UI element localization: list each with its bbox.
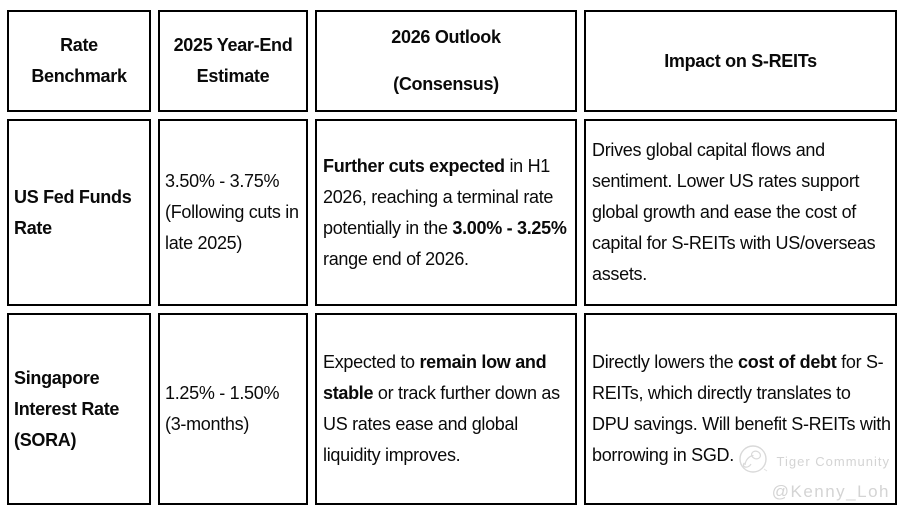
cell-impact-sora: Directly lowers the cost of debt for S-REITs, which directly translates to DPU savings. Will benefit S-REITs with borrowing in SGD. <box>584 313 897 505</box>
cell-estimate-sora: 1.25% - 1.50% (3-months) <box>158 313 308 505</box>
header-cell-impact-sreits <box>584 10 897 112</box>
header-line: Rate <box>60 35 98 55</box>
header-line: Benchmark <box>31 66 127 86</box>
header-cell-2026-outlook <box>315 10 577 112</box>
watermark-brand-row <box>737 444 890 479</box>
header-line: Estimate <box>196 66 270 86</box>
header-line: 2025 Year-End <box>173 35 293 55</box>
cell-outlook-sora: Expected to remain low and stable or track further down as US rates ease and global liquidity improves. <box>315 313 577 505</box>
cell-estimate-us-fed: 3.50% - 3.75% (Following cuts in late 2025) <box>158 119 308 306</box>
watermark <box>737 444 890 502</box>
cell-outlook-us-fed: Further cuts expected in H1 2026, reaching a terminal rate potentially in the 3.00% - 3.25% range end of 2026. <box>315 119 577 306</box>
header-cell-rate-benchmark <box>7 10 151 112</box>
header-line: Impact on S-REITs <box>664 50 817 71</box>
watermark-community-label: Tiger Community <box>776 454 890 469</box>
table-row-us-fed-funds <box>7 119 897 306</box>
header-cell-2025-estimate <box>158 10 308 112</box>
header-line: (Consensus) <box>393 74 499 94</box>
tiger-community-logo-icon <box>737 444 769 479</box>
cell-impact-us-fed: Drives global capital flows and sentiment. Lower US rates support global growth and ease the cost of capital for S-REITs with US/overseas assets. <box>584 119 897 306</box>
header-line: 2026 Outlook <box>391 27 501 47</box>
watermark-handle: @Kenny_Loh <box>771 482 890 501</box>
cell-benchmark-sora: Singapore Interest Rate (SORA) <box>7 313 151 505</box>
cell-benchmark-us-fed: US Fed Funds Rate <box>7 119 151 306</box>
rates-table <box>0 3 904 512</box>
header-row <box>7 10 897 112</box>
